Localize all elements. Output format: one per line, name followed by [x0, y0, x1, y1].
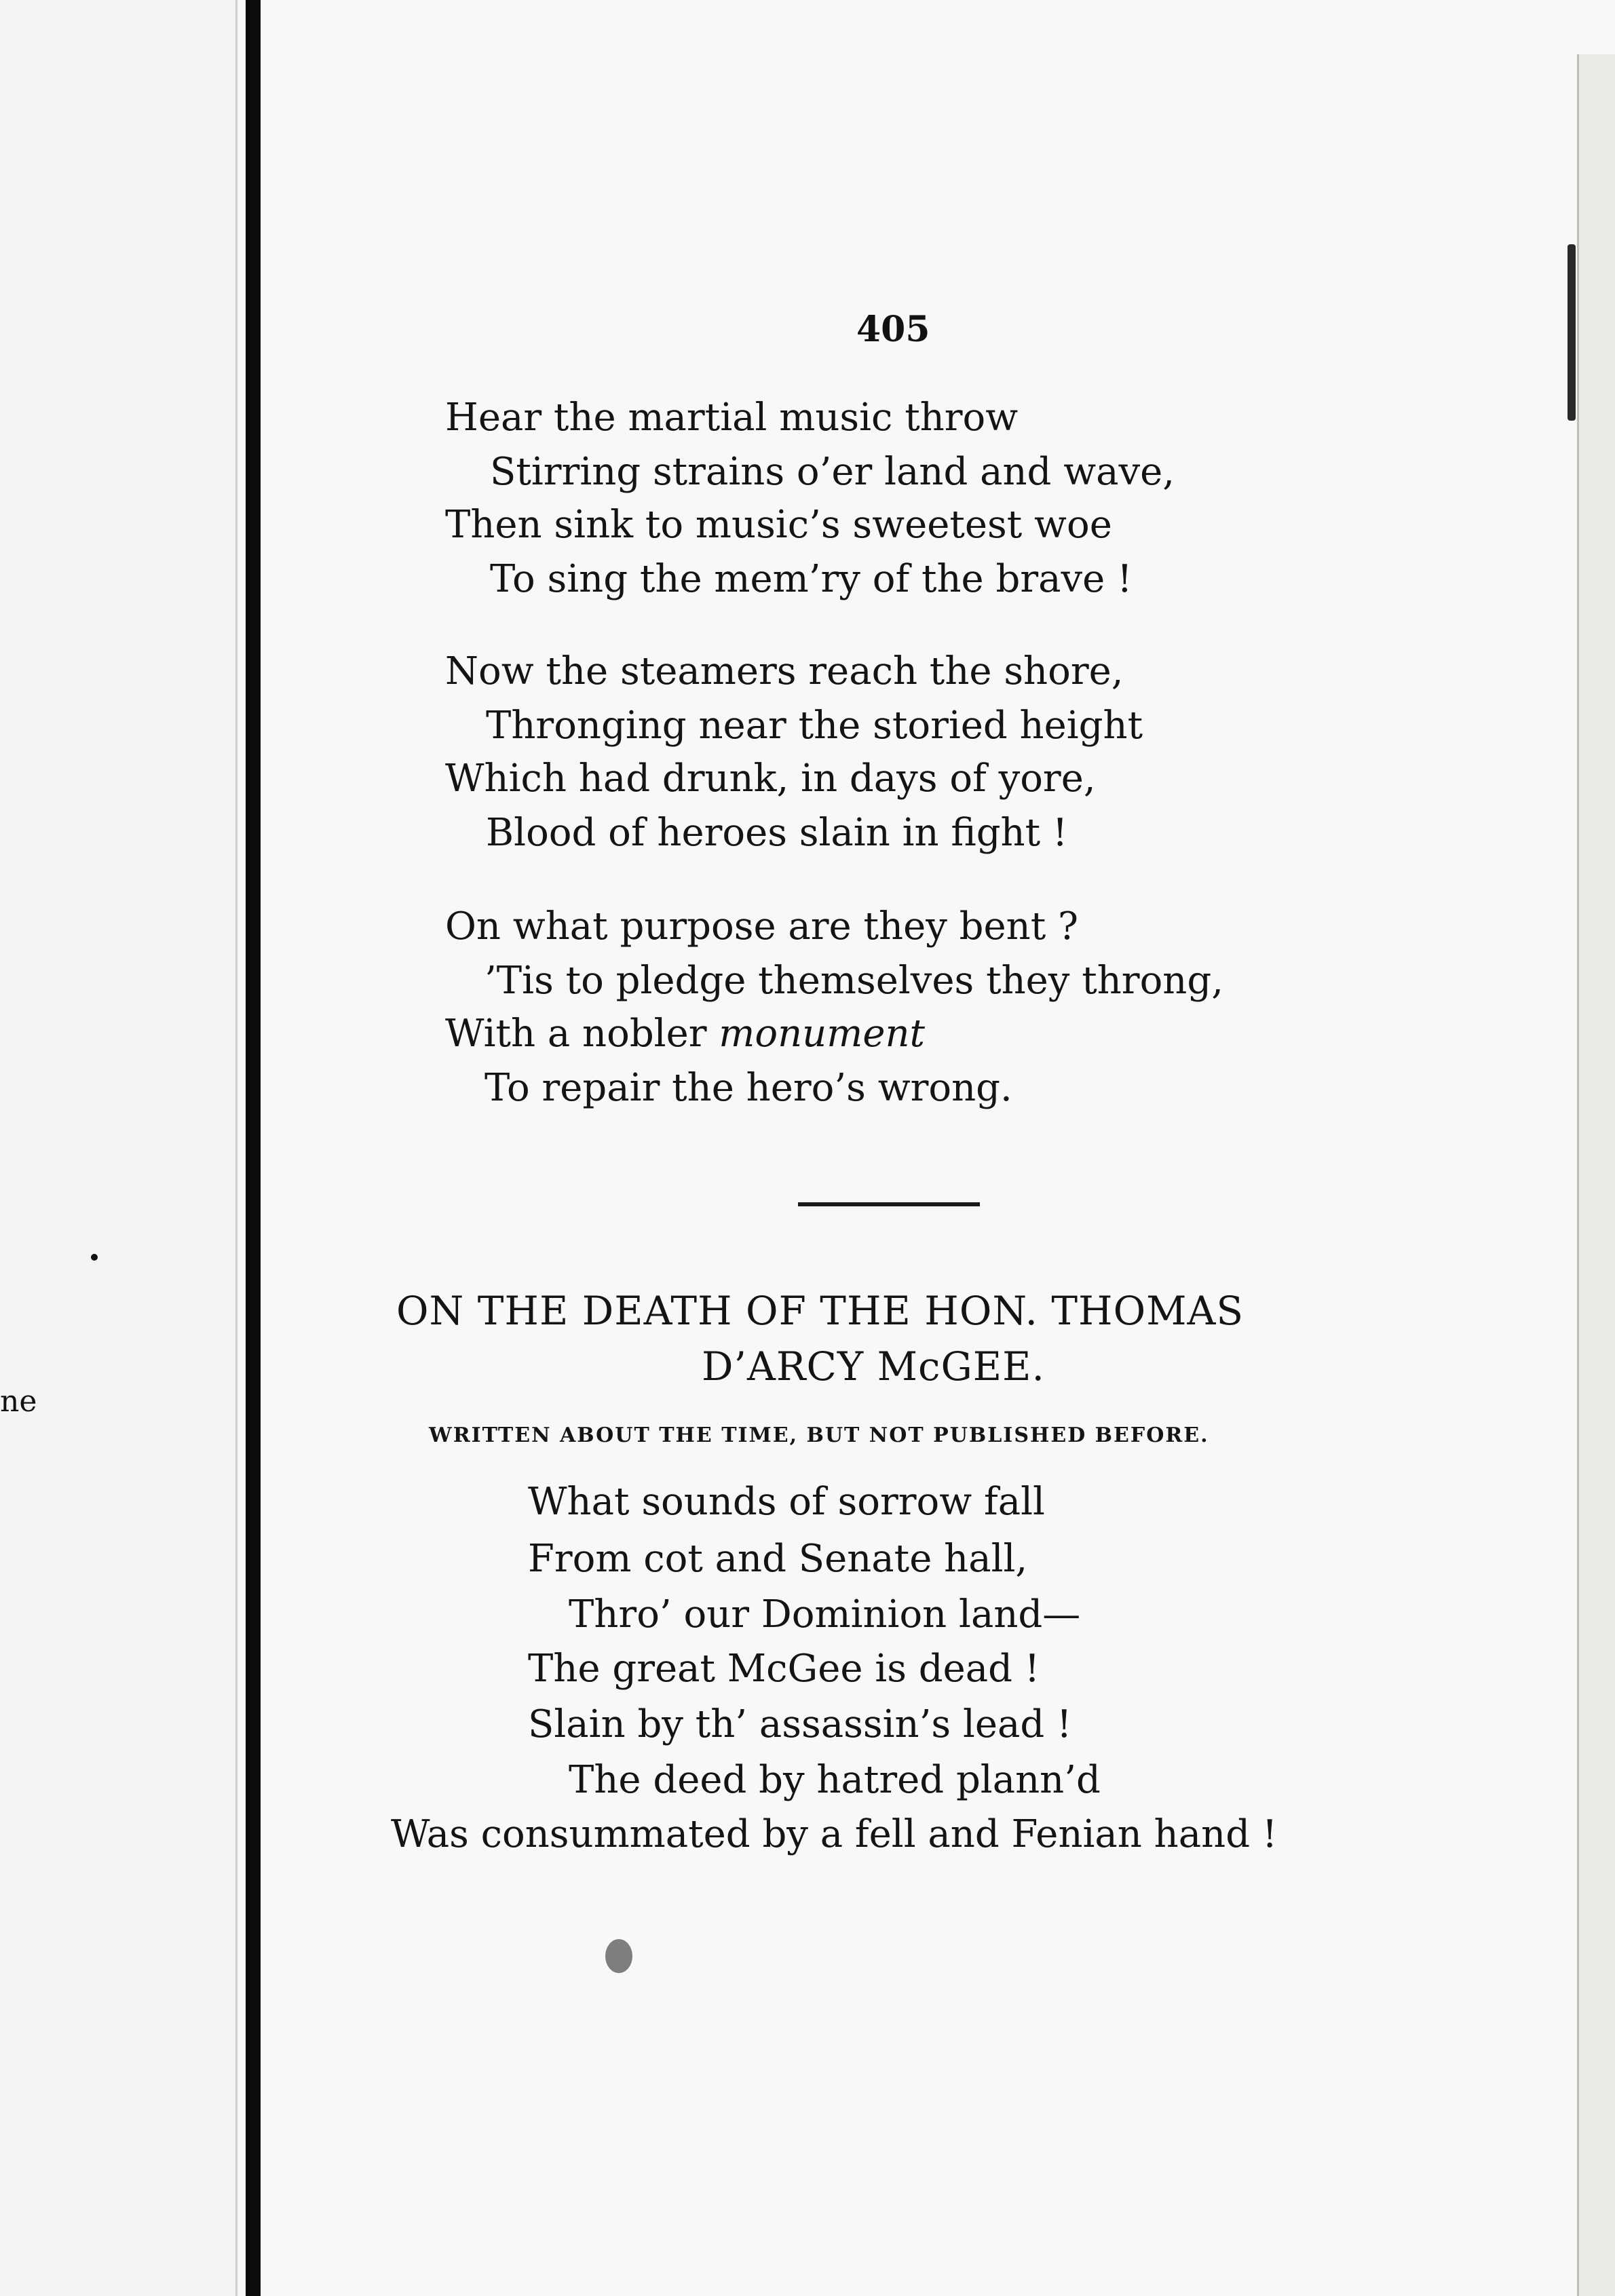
verse-line: Stirring strains o’er land and wave,	[490, 450, 1175, 494]
poem-line: Thro’ our Dominion land—	[569, 1592, 1081, 1637]
ink-speck	[91, 1254, 98, 1261]
poem-line: The great McGee is dead !	[528, 1647, 1040, 1691]
poem-line: The deed by hatred plann’d	[569, 1758, 1101, 1802]
verse-line: To repair the hero’s wrong.	[484, 1066, 1012, 1110]
binding-shadow	[246, 0, 261, 2296]
poem-title-line-1: ON THE DEATH OF THE HON. THOMAS	[396, 1288, 1244, 1334]
emphasized-word: monument	[719, 1012, 926, 1056]
page-gutter-line	[235, 0, 238, 2296]
poem-subtitle: WRITTEN ABOUT THE TIME, BUT NOT PUBLISHED BEFORE.	[429, 1423, 1209, 1447]
verse-line-text: With a nobler	[445, 1012, 719, 1056]
verse-line: Blood of heroes slain in fight !	[486, 811, 1068, 855]
verse-line-with-emphasis	[445, 1012, 926, 1056]
verse-line: ’Tis to pledge themselves they throng,	[484, 959, 1223, 1003]
page-number: 405	[856, 309, 930, 350]
verse-line: Hear the martial music throw	[445, 396, 1019, 440]
poem-title-line-2: D’ARCY McGEE.	[702, 1343, 1045, 1390]
section-divider	[798, 1202, 980, 1206]
ink-smudge	[605, 1939, 632, 1973]
right-page-edge	[1577, 54, 1615, 2296]
right-edge-shadow	[1568, 244, 1576, 421]
verse-line: Then sink to music’s sweetest woe	[445, 503, 1112, 547]
left-page-text-fragment: ne	[0, 1384, 37, 1419]
poem-line: Was consummated by a fell and Fenian hand !	[391, 1812, 1278, 1856]
verse-line: On what purpose are they bent ?	[445, 904, 1079, 949]
verse-line: To sing the mem’ry of the brave !	[490, 557, 1133, 601]
poem-line: Slain by th’ assassin’s lead !	[528, 1702, 1072, 1746]
poem-line: What sounds of sorrow fall	[528, 1480, 1045, 1524]
left-page-edge	[0, 0, 238, 2296]
verse-line: Now the steamers reach the shore,	[445, 649, 1124, 693]
verse-line: Which had drunk, in days of yore,	[445, 757, 1096, 801]
poem-line: From cot and Senate hall,	[528, 1537, 1028, 1581]
verse-line: Thronging near the storied height	[486, 704, 1143, 748]
